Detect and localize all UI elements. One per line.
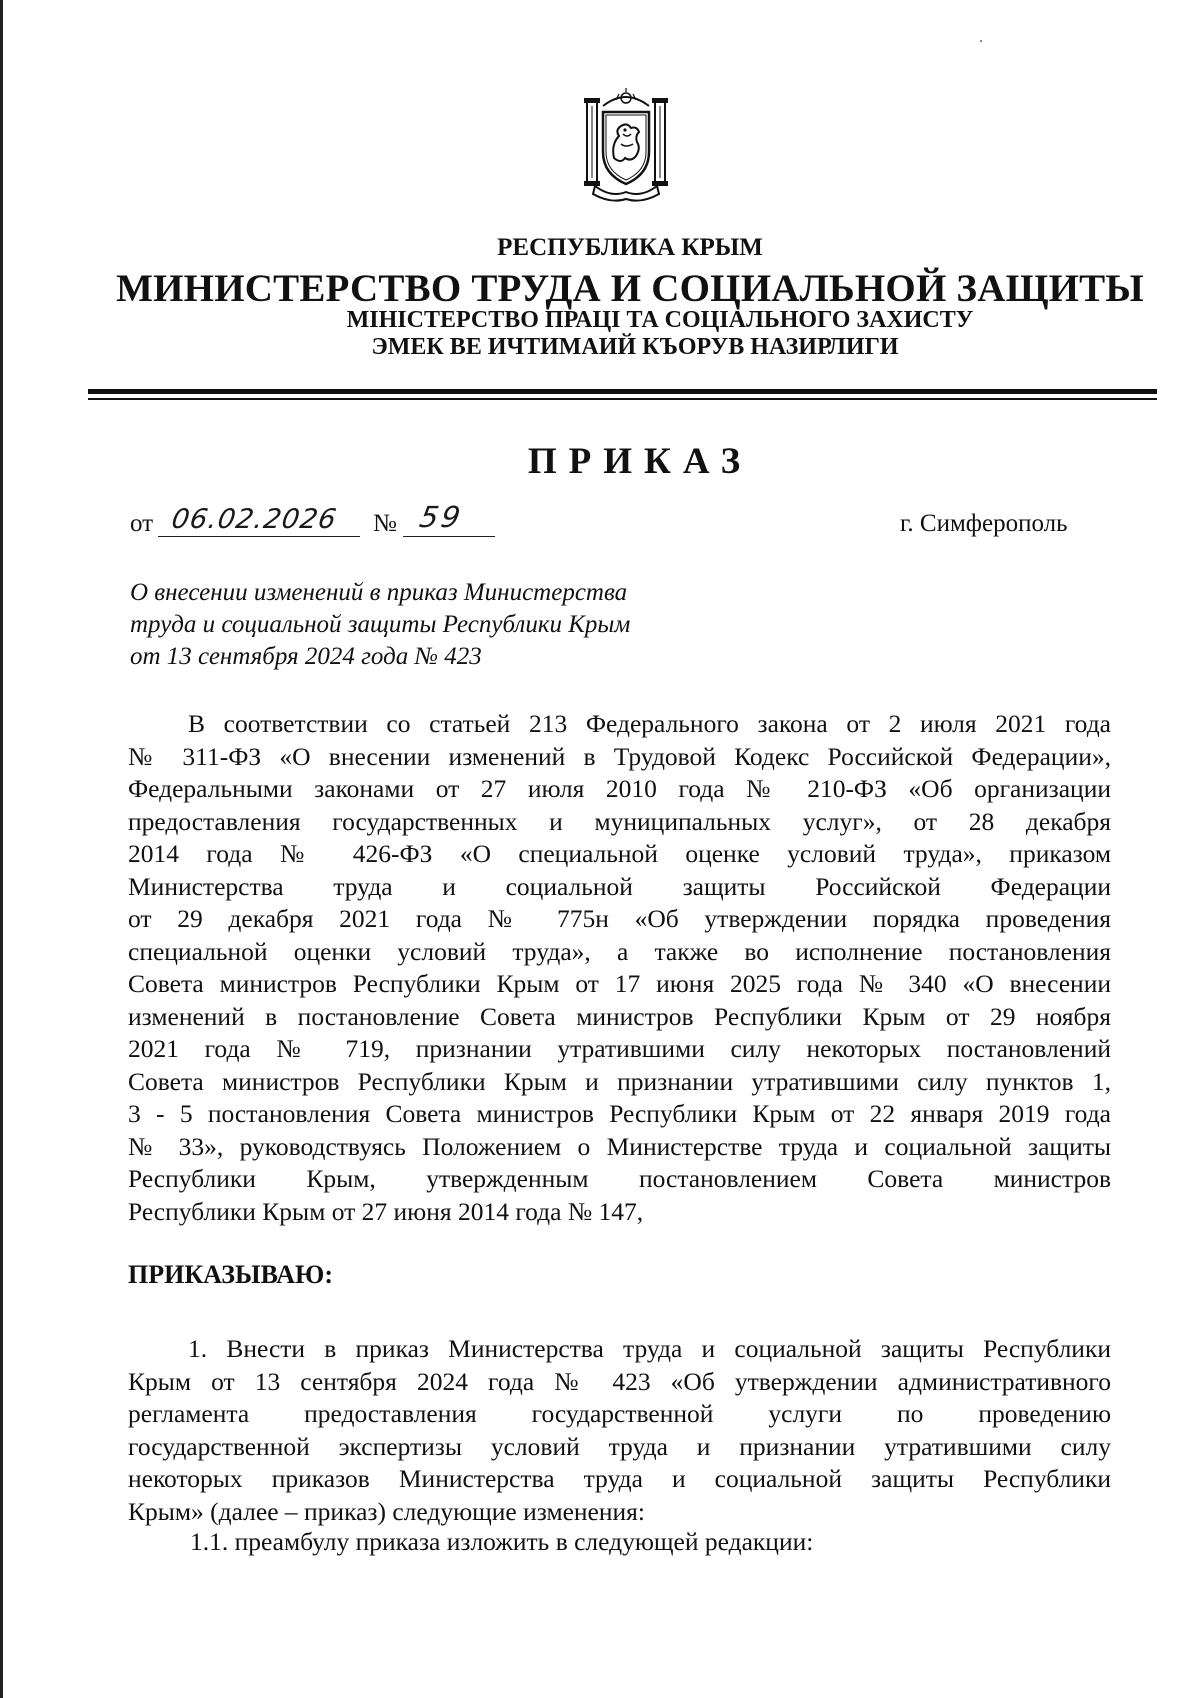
handwritten-number: 59 <box>417 500 466 534</box>
item-1-line: Крым от 13 сентября 2024 года № 423 «Об утверждении административного <box>128 1366 1111 1396</box>
header-divider-thick <box>88 389 1157 394</box>
item-1-1: 1.1. преамбулу приказа изложить в следующей редакции: <box>190 1527 814 1556</box>
republic-name: РЕСПУБЛИКА КРЫМ <box>497 234 763 261</box>
preamble-line: Республики Крым, утвержденным постановлением Совета министров <box>128 1164 1111 1193</box>
order-word: ПРИКАЗЫВАЮ: <box>128 1260 333 1289</box>
subject-line: труда и социальной защиты Республики Крым <box>130 611 631 638</box>
preamble-line: 3 - 5 постановления Совета министров Республики Крым от 22 января 2019 года <box>128 1099 1111 1128</box>
scan-edge <box>0 0 3 1698</box>
crimea-coat-of-arms-icon <box>581 86 671 204</box>
preamble-line: Совета министров Республики Крым и признании утратившими силу пунктов 1, <box>128 1066 1111 1096</box>
preamble-line: Совета министров Республики Крым от 17 июня 2025 года № 340 «О внесении <box>128 969 1111 998</box>
preamble-line: 2014 года № 426-ФЗ «О специальной оценке условий труда», приказом <box>128 839 1111 868</box>
ministry-name-ua: МІНІСТЕРСТВО ПРАЦІ ТА СОЦІАЛЬНОГО ЗАХИСТУ <box>346 307 974 333</box>
preamble-line: от 29 декабря 2021 года № 775н «Об утверждении порядка проведения <box>128 904 1111 933</box>
preamble-line: № 33», руководствуясь Положением о Министерстве труда и социальной защиты <box>128 1131 1111 1161</box>
preamble-line: № 311-ФЗ «О внесении изменений в Трудовой Кодекс Российской Федерации», <box>128 741 1111 771</box>
item-1-line: некоторых приказов Министерства труда и социальной защиты Республики <box>128 1464 1111 1493</box>
item-1-line: государственной экспертизы условий труда и признании утратившими силу <box>128 1431 1111 1461</box>
preamble-line: Республики Крым от 27 июня 2014 года № 147, <box>128 1196 644 1226</box>
item-1-line: регламента предоставления государственной услуги по проведению <box>128 1399 1111 1428</box>
subject-line: от 13 сентября 2024 года № 423 <box>130 643 482 670</box>
subject-line: О внесении изменений в приказ Министерства <box>130 579 628 606</box>
preamble-line: предоставления государственных и муниципальных услуг», от 28 декабря <box>128 806 1111 836</box>
city-name: г. Симферополь <box>900 510 1068 537</box>
item-1-paragraph <box>128 1333 1111 1528</box>
date-prefix-label: от <box>130 510 154 537</box>
preamble-line: специальной оценки условий труда», а также во исполнение постановления <box>128 936 1111 966</box>
scan-speck <box>980 40 982 42</box>
preamble-line: изменений в постановление Совета министров Республики Крым от 29 ноября <box>128 1001 1111 1031</box>
preamble-line: Федеральными законами от 27 июля 2010 года № 210-ФЗ «Об организации <box>128 774 1111 803</box>
handwritten-date: 06.02.2026 <box>169 504 340 535</box>
document-title: ПРИКАЗ <box>527 441 753 482</box>
ministry-name-qt: ЭМЕК ВЕ ИЧТИМАИЙ КЪОРУВ НАЗИРЛИГИ <box>371 334 899 360</box>
item-1-line: 1. Внести в приказ Министерства труда и социальной защиты Республики <box>188 1334 1111 1363</box>
number-label: № <box>373 510 397 537</box>
ministry-name-ru: МИНИСТЕРСТВО ТРУДА И СОЦИАЛЬНОЙ ЗАЩИТЫ <box>116 267 1144 310</box>
header-divider-thin <box>88 398 1157 400</box>
preamble-line: 2021 года № 719, признании утратившими силу некоторых постановлений <box>128 1034 1111 1063</box>
preamble-line: Министерства труда и социальной защиты Российской Федерации <box>128 871 1111 901</box>
document-subject <box>130 577 780 673</box>
preamble-line: В соответствии со статьей 213 Федерального закона от 2 июля 2021 года <box>188 709 1111 738</box>
preamble-paragraph <box>128 708 1111 1228</box>
item-1-line: Крым» (далее – приказ) следующие изменения: <box>128 1496 645 1526</box>
